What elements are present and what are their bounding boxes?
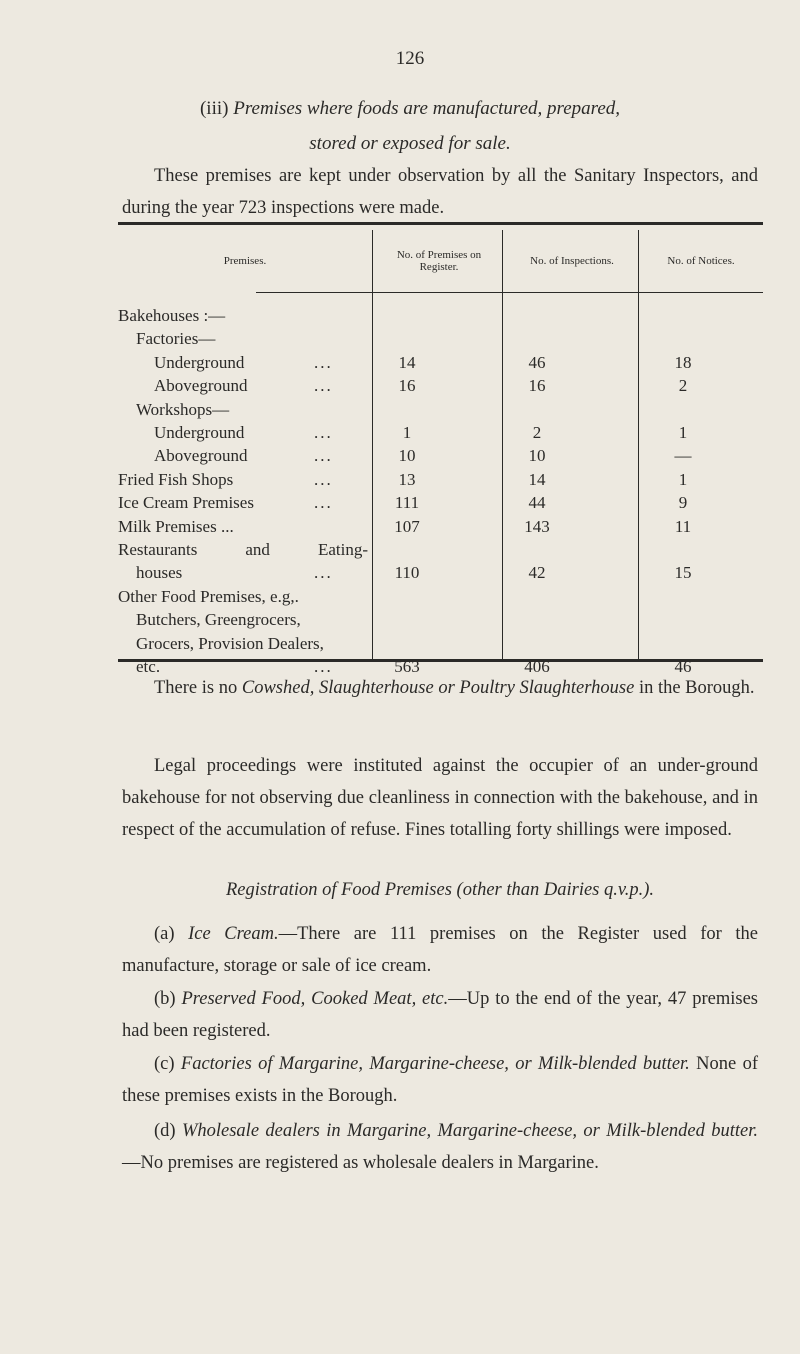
- row-label: Factories—: [136, 329, 216, 349]
- table-row: [118, 353, 763, 379]
- cell-notices: 18: [674, 352, 692, 372]
- cell-register: 13: [398, 469, 416, 489]
- cell-inspections: 143: [524, 516, 550, 536]
- cell-notices: 15: [674, 563, 692, 583]
- cell-register: 111: [394, 493, 420, 513]
- row-label: Underground: [154, 423, 245, 442]
- cell-register: 14: [398, 352, 416, 372]
- leader-dots: ...: [314, 352, 333, 372]
- table-row: [118, 329, 763, 355]
- leader-dots: ...: [314, 423, 333, 442]
- header-premises: Premises.: [223, 255, 267, 267]
- cell-inspections: 406: [524, 657, 550, 676]
- legal-paragraph: Legal proceedings were instituted against the occupier of an under-ground bakehouse for not observing due cleanliness in connection with the bakehouse, and in respect of the accumulation of refuse. Fines totalling forty shillings were imposed.: [122, 756, 758, 840]
- cell-inspections: 16: [528, 376, 546, 396]
- table-row: [118, 306, 763, 332]
- leader-dots: ...: [314, 469, 333, 489]
- row-label: Aboveground: [154, 376, 248, 396]
- section-heading: [0, 98, 800, 120]
- leader-dots: ...: [314, 493, 333, 513]
- table-row: [118, 610, 763, 636]
- cell-inspections: 10: [528, 446, 546, 466]
- item-b: (b) Preserved Food, Cooked Meat, etc.—Up to the end of the year, 47 premises had been registered.: [122, 989, 758, 1041]
- table-row: [118, 587, 763, 613]
- item-c: (c) Factories of Margarine, Margarine-cheese, or Milk-blended butter. None of these premises exists in the Borough.: [122, 1054, 758, 1106]
- cell-inspections: 42: [528, 563, 546, 583]
- item-a: (a) Ice Cream.—There are 111 premises on the Register used for the manufacture, storage or sale of ice cream.: [122, 924, 758, 976]
- table-row: [118, 493, 763, 519]
- table-row: [118, 540, 763, 566]
- registration-heading: Registration of Food Premises (other than Dairies q.v.p.).: [225, 880, 655, 900]
- cowshed-paragraph: There is no Cowshed, Slaughterhouse or Poultry Slaughterhouse in the Borough.: [154, 678, 755, 698]
- row-label: etc.: [136, 657, 161, 676]
- cell-register: 1: [402, 423, 412, 442]
- row-label: Workshops—: [136, 399, 230, 419]
- table-top-rule: [118, 222, 763, 225]
- table-row: [118, 423, 763, 449]
- table-row: [118, 634, 763, 660]
- cowshed-italic: Cowshed, Slaughterhouse or Poultry Slaughterhouse: [241, 678, 635, 698]
- row-label: Other Food Premises, e.g,.: [118, 586, 299, 606]
- row-label: Milk Premises ...: [118, 516, 234, 536]
- cell-notices: 46: [674, 657, 692, 676]
- cell-register: 110: [394, 563, 420, 583]
- row-label: Fried Fish Shops: [118, 469, 234, 489]
- cell-notices: 1: [678, 469, 688, 489]
- row-label: Restaurants and Eating-: [118, 540, 368, 559]
- leader-dots: ...: [314, 376, 333, 396]
- cell-inspections: 46: [528, 352, 546, 372]
- section-title-line2: stored or exposed for sale.: [309, 133, 511, 154]
- cell-notices: 2: [678, 376, 688, 396]
- table-row: [118, 517, 763, 543]
- row-label: Underground: [154, 352, 245, 372]
- table-row: [118, 376, 763, 402]
- cell-register: 10: [398, 446, 416, 466]
- table-row: [118, 470, 763, 496]
- cell-inspections: 2: [532, 423, 542, 442]
- cell-notices: 9: [678, 493, 688, 513]
- row-label: Aboveground: [154, 446, 248, 466]
- cell-notices: 1: [678, 423, 688, 442]
- cell-inspections: 14: [528, 469, 546, 489]
- leader-dots: ...: [314, 657, 333, 676]
- row-label: Grocers, Provision Dealers,: [136, 633, 324, 653]
- premises-table: [118, 222, 763, 676]
- row-label: Butchers, Greengrocers,: [136, 610, 301, 630]
- cell-register: 107: [394, 516, 420, 536]
- row-label: houses: [136, 563, 183, 583]
- table-row: [118, 400, 763, 426]
- cell-notices: —: [674, 446, 692, 466]
- cell-register: 563: [394, 657, 420, 676]
- table-header-rule: [256, 292, 763, 293]
- row-label: Bakehouses :—: [118, 306, 226, 325]
- page-number: 126: [395, 48, 425, 69]
- leader-dots: ...: [314, 563, 333, 583]
- header-register: No. of Premises on Register.: [396, 249, 482, 273]
- table-row: [118, 563, 763, 589]
- intro-paragraph: These premises are kept under observation by all the Sanitary Inspectors, and during the year 723 inspections were made.: [122, 166, 758, 218]
- cell-register: 16: [398, 376, 416, 396]
- header-inspections: No. of Inspections.: [530, 255, 614, 267]
- section-label: (iii): [199, 98, 229, 119]
- header-notices: No. of Notices.: [667, 255, 735, 267]
- item-d: (d) Wholesale dealers in Margarine, Margarine-cheese, or Milk-blended butter.—No premises are registered as wholesale dealers in Margarine.: [122, 1121, 759, 1173]
- row-label: Ice Cream Premises: [118, 493, 254, 513]
- leader-dots: ...: [314, 446, 333, 466]
- section-title-line1: Premises where foods are manufactured, prepared,: [233, 98, 621, 119]
- cell-notices: 11: [674, 516, 692, 536]
- cell-inspections: 44: [528, 493, 546, 513]
- table-row: [118, 446, 763, 472]
